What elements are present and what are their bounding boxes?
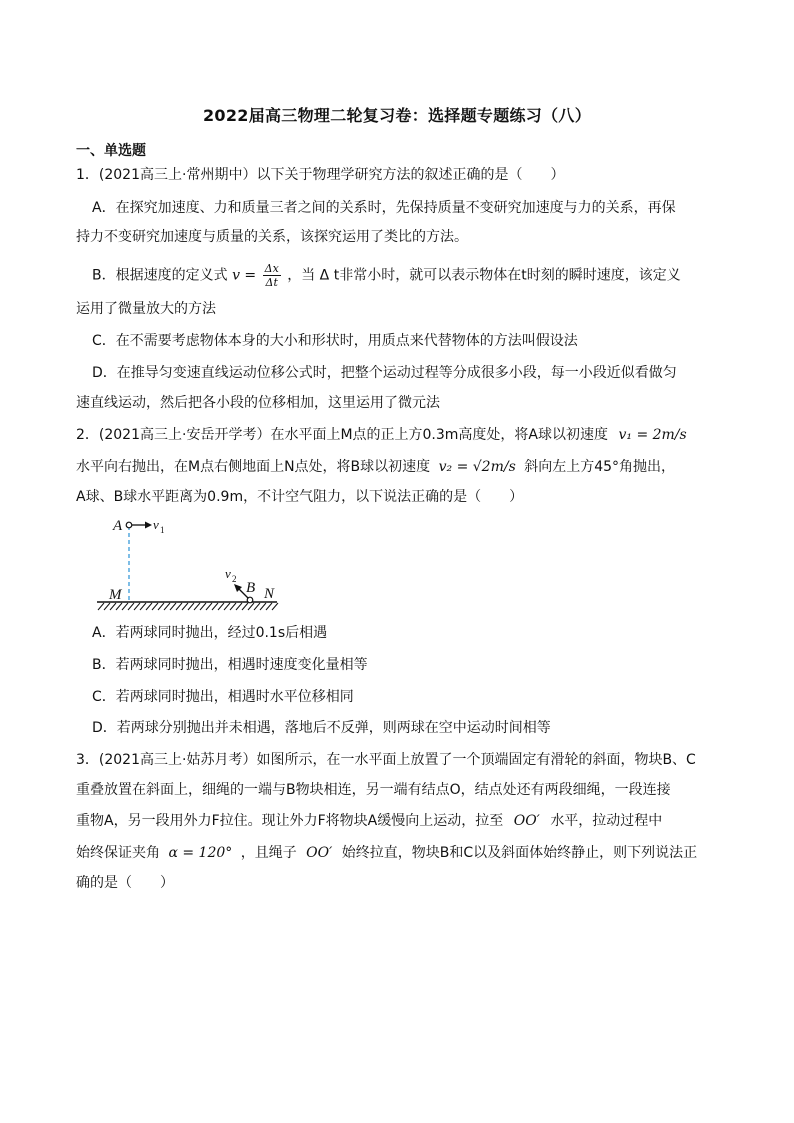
q3-stem-line3 — [76, 811, 662, 831]
arrowhead-v1 — [145, 522, 152, 529]
ground-hatching — [98, 603, 278, 610]
q2-option-a: A．若两球同时抛出，经过0.1s后相遇 — [92, 625, 328, 641]
page-title: 2022届高三物理二轮复习卷：选择题专题练习（八） — [202, 106, 592, 125]
label-v1: v — [153, 517, 159, 532]
ball-a — [126, 522, 132, 528]
q2-stem-line2 — [76, 457, 675, 477]
velocity-fraction — [263, 262, 281, 289]
q1-option-a-line1: A．在探究加速度、力和质量三者之间的关系时，先保持质量不变研究加速度与力的关系，再保 — [92, 200, 676, 216]
q3-stem-line5: 确的是（ ） — [76, 875, 174, 891]
fraction-denominator: Δt — [265, 276, 278, 289]
q3-stem-line1: 3．(2021高三上·姑苏月考）如图所示，在一水平面上放置了一个顶端固定有滑轮的斜面，物块B、C — [76, 752, 696, 768]
initial-velocity-b: v₂ = √2m/s — [438, 459, 516, 475]
q1-option-b-suffix: ，当 Δ t非常小时，就可以表示物体在t时刻的瞬时速度，该定义 — [287, 267, 681, 284]
q2-stem-text: 水平向右抛出，在M点右侧地面上N点处，将B球以初速度 — [76, 459, 431, 475]
q2-stem-line3: A球、B球水平距离为0.9m，不计空气阻力，以下说法正确的是（ ） — [76, 489, 524, 505]
q2-option-c: C．若两球同时抛出，相遇时水平位移相同 — [92, 689, 354, 705]
q1-option-a-line2: 持力不变研究加速度与质量的关系，该探究运用了类比的方法。 — [76, 229, 468, 245]
q2-stem-text: 2．(2021高三上·安岳开学考）在水平面上M点的正上方0.3m高度处，将A球以初速度 — [76, 427, 609, 443]
q1-option-d-line1: D．在推导匀变速直线运动位移公式时，把整个运动过程等分成很多小段，每一小段近似看做匀 — [92, 365, 677, 381]
q3-stem-text: 始终拉直，物块B和C以及斜面体始终静止，则下列说法正 — [341, 845, 698, 861]
q1-option-d-line2: 速直线运动，然后把各小段的位移相加，这里运用了微元法 — [76, 395, 440, 411]
q1-option-b-line1 — [92, 262, 681, 289]
label-m: M — [109, 587, 122, 603]
label-a: A — [113, 518, 123, 534]
label-n: N — [264, 586, 275, 602]
q2-option-d: D．若两球分别抛出并未相遇，落地后不反弹，则两球在空中运动时间相等 — [92, 720, 551, 736]
q3-stem-text: 始终保证夹角 — [76, 845, 160, 861]
label-b: B — [246, 580, 256, 596]
label-v1-subscript: 1 — [160, 525, 165, 535]
angle-alpha: α = 120° — [168, 845, 233, 861]
ball-b — [247, 597, 253, 603]
q3-stem-line2: 重叠放置在斜面上，细绳的一端与B物块相连，另一端有结点O，结点处还有两段细绳，一段连接 — [76, 782, 671, 798]
q3-stem-line4 — [76, 843, 697, 863]
q1-stem: 1．(2021高三上·常州期中）以下关于物理学研究方法的叙述正确的是（ ） — [76, 167, 565, 183]
q3-stem-text: ，且绳子 — [240, 845, 297, 861]
initial-velocity-a: v₁ = 2m/s — [618, 427, 687, 443]
q2-option-b: B．若两球同时抛出，相遇时速度变化量相等 — [92, 657, 368, 673]
section-heading: 一、单选题 — [76, 143, 146, 159]
q1-option-b-prefix: B．根据速度的定义式 — [92, 267, 228, 284]
label-v2: v — [225, 566, 231, 581]
q1-option-c: C．在不需要考虑物体本身的大小和形状时，用质点来代替物体的方法叫假设法 — [92, 333, 578, 349]
q2-stem-text: 斜向左上方45°角抛出， — [524, 459, 676, 475]
q2-stem-line1 — [76, 425, 687, 445]
fraction-numerator: Δx — [264, 262, 279, 275]
rope-oo-prime: OO′ — [306, 845, 333, 861]
q1-option-b-line2: 运用了微量放大的方法 — [76, 301, 216, 317]
q3-stem-text: 重物A，另一段用外力F拉住。现让外力F将物块A缓慢向上运动，拉至 — [76, 813, 504, 829]
equals-sign: = — [239, 267, 257, 284]
velocity-symbol: v — [232, 267, 240, 284]
projectile-figure — [92, 512, 292, 618]
q3-stem-text: 水平，拉动过程中 — [550, 813, 663, 829]
label-v2-subscript: 2 — [232, 574, 237, 584]
rope-oo-prime: OO′ — [513, 813, 540, 829]
